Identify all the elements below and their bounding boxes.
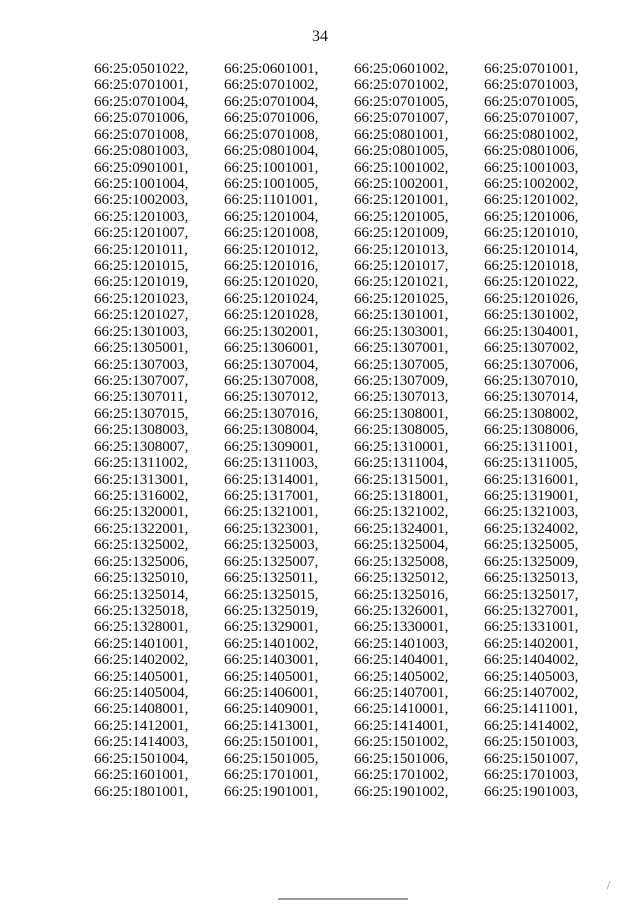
- cadastral-code: 66:25:0701007,: [484, 109, 579, 127]
- cadastral-code: 66:25:1321003,: [484, 503, 579, 521]
- cadastral-code: 66:25:1413001,: [224, 716, 319, 734]
- cadastral-code: 66:25:1315001,: [354, 470, 449, 488]
- cadastral-code: 66:25:1201008,: [224, 224, 319, 242]
- cadastral-code: 66:25:1201010,: [484, 224, 579, 242]
- cadastral-code: 66:25:1325007,: [224, 552, 319, 570]
- cadastral-code: 66:25:1319001,: [484, 486, 579, 504]
- cadastral-code: 66:25:1325005,: [484, 536, 579, 554]
- page-number: 34: [312, 28, 328, 45]
- cadastral-code: 66:25:1201026,: [484, 289, 579, 307]
- cadastral-code: 66:25:1414001,: [354, 716, 449, 734]
- cadastral-code: 66:25:1201021,: [354, 273, 449, 291]
- cadastral-code: 66:25:1001005,: [224, 174, 319, 192]
- cadastral-code: 66:25:1325004,: [354, 536, 449, 554]
- cadastral-code: 66:25:1307001,: [354, 339, 449, 357]
- cadastral-code: 66:25:1308007,: [94, 437, 189, 455]
- cadastral-code: 66:25:0701006,: [224, 109, 319, 127]
- cadastral-code: 66:25:1501005,: [224, 749, 319, 767]
- cadastral-code: 66:25:1307003,: [94, 355, 189, 373]
- cadastral-code: 66:25:1325003,: [224, 536, 319, 554]
- cadastral-code: 66:25:1307002,: [484, 339, 579, 357]
- cadastral-code: 66:25:1411001,: [484, 700, 578, 718]
- cadastral-code: 66:25:1323001,: [224, 519, 319, 537]
- cadastral-code: 66:25:0701001,: [94, 76, 189, 94]
- cadastral-code: 66:25:1311003,: [224, 454, 318, 472]
- cadastral-code: 66:25:1402002,: [94, 651, 189, 669]
- cadastral-code: 66:25:1402001,: [484, 634, 579, 652]
- cadastral-code: 66:25:1325002,: [94, 536, 189, 554]
- cadastral-code: 66:25:0701003,: [484, 76, 579, 94]
- cadastral-code: 66:25:1302001,: [224, 322, 319, 340]
- cadastral-code: 66:25:1404001,: [354, 651, 449, 669]
- cadastral-code: 66:25:1407001,: [354, 684, 449, 702]
- cadastral-code: 66:25:1701001,: [224, 766, 319, 784]
- cadastral-code: 66:25:1201001,: [354, 191, 449, 209]
- cadastral-code: 66:25:1405001,: [224, 667, 319, 685]
- cadastral-code: 66:25:1201024,: [224, 289, 319, 307]
- cadastral-code: 66:25:1307004,: [224, 355, 319, 373]
- cadastral-code: 66:25:1307013,: [354, 388, 449, 406]
- cadastral-code: 66:25:1309001,: [224, 437, 319, 455]
- cadastral-code: 66:25:1001001,: [224, 158, 319, 176]
- cadastral-code: 66:25:0501022,: [94, 60, 189, 77]
- cadastral-code: 66:25:1328001,: [94, 618, 189, 636]
- cadastral-code: 66:25:1501007,: [484, 749, 579, 767]
- cadastral-code: 66:25:1301003,: [94, 322, 189, 340]
- cadastral-code: 66:25:1307012,: [224, 388, 319, 406]
- cadastral-code: 66:25:1501006,: [354, 749, 449, 767]
- cadastral-code: 66:25:0601002,: [354, 60, 449, 77]
- cadastral-code: 66:25:1327001,: [484, 601, 579, 619]
- cadastral-code: 66:25:1201022,: [484, 273, 579, 291]
- cadastral-code: 66:25:1414003,: [94, 733, 189, 751]
- cadastral-code: 66:25:1307006,: [484, 355, 579, 373]
- cadastral-code: 66:25:1201009,: [354, 224, 449, 242]
- cadastral-code: 66:25:0701002,: [224, 76, 319, 94]
- cadastral-code: 66:25:0801002,: [484, 125, 579, 143]
- cadastral-code: 66:25:1331001,: [484, 618, 579, 636]
- cadastral-code: 66:25:1601001,: [94, 766, 189, 784]
- cadastral-code: 66:25:1201011,: [94, 240, 188, 258]
- cadastral-code: 66:25:1201020,: [224, 273, 319, 291]
- cadastral-code: 66:25:1201025,: [354, 289, 449, 307]
- cadastral-code: 66:25:1701003,: [484, 766, 579, 784]
- cadastral-code: 66:25:1201013,: [354, 240, 449, 258]
- cadastral-code: 66:25:1325015,: [224, 585, 319, 603]
- cadastral-code: 66:25:1313001,: [94, 470, 189, 488]
- cadastral-code: 66:25:0701001,: [484, 60, 579, 77]
- cadastral-code: 66:25:1406001,: [224, 684, 319, 702]
- cadastral-code: 66:25:1412001,: [94, 716, 189, 734]
- cadastral-code: 66:25:1311001,: [484, 437, 578, 455]
- cadastral-code: 66:25:1201007,: [94, 224, 189, 242]
- cadastral-code: 66:25:1201005,: [354, 207, 449, 225]
- cadastral-code: 66:25:1201003,: [94, 207, 189, 225]
- cadastral-code: 66:25:1305001,: [94, 339, 189, 357]
- cadastral-code: 66:25:1301001,: [354, 306, 449, 324]
- cadastral-code: 66:25:1307005,: [354, 355, 449, 373]
- cadastral-code: 66:25:1201027,: [94, 306, 189, 324]
- cadastral-code: 66:25:1308003,: [94, 421, 189, 439]
- cadastral-code: 66:25:1308005,: [354, 421, 449, 439]
- cadastral-code: 66:25:1901003,: [484, 782, 579, 800]
- cadastral-code: 66:25:1405003,: [484, 667, 579, 685]
- cadastral-code: 66:25:1307015,: [94, 404, 189, 422]
- cadastral-code: 66:25:1311005,: [484, 454, 578, 472]
- cadastral-code: 66:25:1307016,: [224, 404, 319, 422]
- cadastral-code: 66:25:1329001,: [224, 618, 319, 636]
- cadastral-code: 66:25:1325006,: [94, 552, 189, 570]
- cadastral-code: 66:25:1401001,: [94, 634, 189, 652]
- cadastral-code: 66:25:1401003,: [354, 634, 449, 652]
- cadastral-code: 66:25:1326001,: [354, 601, 449, 619]
- cadastral-code: 66:25:1201006,: [484, 207, 579, 225]
- cadastral-code: 66:25:1304001,: [484, 322, 579, 340]
- cadastral-code: 66:25:0801005,: [354, 142, 449, 160]
- cadastral-code: 66:25:0701005,: [484, 92, 579, 110]
- cadastral-code: 66:25:1201016,: [224, 257, 319, 275]
- cadastral-code: 66:25:1307011,: [94, 388, 188, 406]
- cadastral-code: 66:25:1001002,: [354, 158, 449, 176]
- cadastral-code: 66:25:1325016,: [354, 585, 449, 603]
- cadastral-code-list: [94, 61, 614, 800]
- cadastral-code: 66:25:1306001,: [224, 339, 319, 357]
- cadastral-code: 66:25:0801001,: [354, 125, 449, 143]
- cadastral-code: 66:25:1410001,: [354, 700, 449, 718]
- cadastral-code: 66:25:1501003,: [484, 733, 579, 751]
- cadastral-code: 66:25:1324002,: [484, 519, 579, 537]
- cadastral-code: 66:25:1901002,: [354, 782, 449, 800]
- cadastral-code: 66:25:1307007,: [94, 372, 189, 390]
- cadastral-code: 66:25:1325011,: [224, 569, 318, 587]
- cadastral-code: 66:25:0701005,: [354, 92, 449, 110]
- cadastral-code: 66:25:1201014,: [484, 240, 579, 258]
- cadastral-code: 66:25:1501001,: [224, 733, 319, 751]
- cadastral-code: 66:25:1401002,: [224, 634, 319, 652]
- cadastral-code: 66:25:1101001,: [224, 191, 318, 209]
- scan-edge-line: [278, 898, 408, 900]
- cadastral-code: 66:25:1308002,: [484, 404, 579, 422]
- cadastral-code: 66:25:0701008,: [224, 125, 319, 143]
- cadastral-code: 66:25:0901001,: [94, 158, 189, 176]
- cadastral-code: 66:25:1308004,: [224, 421, 319, 439]
- cadastral-code: 66:25:1308006,: [484, 421, 579, 439]
- cadastral-code: 66:25:1901001,: [224, 782, 319, 800]
- cadastral-code: 66:25:1325009,: [484, 552, 579, 570]
- cadastral-code: 66:25:1201002,: [484, 191, 579, 209]
- cadastral-code: 66:25:1301002,: [484, 306, 579, 324]
- cadastral-code: 66:25:1325014,: [94, 585, 189, 603]
- cadastral-code: 66:25:1325017,: [484, 585, 579, 603]
- cadastral-code: 66:25:1310001,: [354, 437, 449, 455]
- cadastral-code: 66:25:1001003,: [484, 158, 579, 176]
- cadastral-code: 66:25:0701004,: [224, 92, 319, 110]
- cadastral-code: 66:25:0801004,: [224, 142, 319, 160]
- cadastral-code: 66:25:0701007,: [354, 109, 449, 127]
- cadastral-code: 66:25:1325012,: [354, 569, 449, 587]
- cadastral-code: 66:25:1311004,: [354, 454, 448, 472]
- cadastral-code: 66:25:1307008,: [224, 372, 319, 390]
- cadastral-code: 66:25:1701002,: [354, 766, 449, 784]
- cadastral-code: 66:25:0801006,: [484, 142, 579, 160]
- cadastral-code: 66:25:1414002,: [484, 716, 579, 734]
- cadastral-code: 66:25:0701004,: [94, 92, 189, 110]
- cadastral-code: 66:25:1303001,: [354, 322, 449, 340]
- cadastral-code: 66:25:1001004,: [94, 174, 189, 192]
- cadastral-code: 66:25:1330001,: [354, 618, 449, 636]
- cadastral-code: 66:25:1316002,: [94, 486, 189, 504]
- cadastral-code: 66:25:1404002,: [484, 651, 579, 669]
- cadastral-code: 66:25:1405004,: [94, 684, 189, 702]
- cadastral-code: 66:25:1403001,: [224, 651, 319, 669]
- cadastral-code: 66:25:1201015,: [94, 257, 189, 275]
- cadastral-code: 66:25:1307009,: [354, 372, 449, 390]
- cadastral-code: 66:25:1320001,: [94, 503, 189, 521]
- cadastral-code: 66:25:1407002,: [484, 684, 579, 702]
- cadastral-code: 66:25:1324001,: [354, 519, 449, 537]
- cadastral-code: 66:25:1318001,: [354, 486, 449, 504]
- cadastral-code: 66:25:1325013,: [484, 569, 579, 587]
- cadastral-code: 66:25:1307014,: [484, 388, 579, 406]
- cadastral-code: 66:25:1201023,: [94, 289, 189, 307]
- cadastral-code: 66:25:1405002,: [354, 667, 449, 685]
- cadastral-code: 66:25:1201004,: [224, 207, 319, 225]
- cadastral-code: 66:25:1311002,: [94, 454, 188, 472]
- cadastral-code: 66:25:0701008,: [94, 125, 189, 143]
- cadastral-code: 66:25:1408001,: [94, 700, 189, 718]
- cadastral-code: 66:25:1801001,: [94, 782, 189, 800]
- cadastral-code: 66:25:1201019,: [94, 273, 189, 291]
- cadastral-code: 66:25:1201028,: [224, 306, 319, 324]
- cadastral-code: 66:25:0701002,: [354, 76, 449, 94]
- cadastral-code: 66:25:1322001,: [94, 519, 189, 537]
- cadastral-code: 66:25:1321001,: [224, 503, 319, 521]
- cadastral-code: 66:25:0601001,: [224, 60, 319, 77]
- cadastral-code: 66:25:1002001,: [354, 174, 449, 192]
- cadastral-code: 66:25:1325019,: [224, 601, 319, 619]
- cadastral-code: 66:25:1409001,: [224, 700, 319, 718]
- cadastral-code: 66:25:0801003,: [94, 142, 189, 160]
- cadastral-code: 66:25:1314001,: [224, 470, 319, 488]
- cadastral-code: 66:25:1308001,: [354, 404, 449, 422]
- scan-speck: [607, 881, 613, 890]
- cadastral-code: 66:25:1501002,: [354, 733, 449, 751]
- cadastral-code: 66:25:0701006,: [94, 109, 189, 127]
- cadastral-code: 66:25:1316001,: [484, 470, 579, 488]
- cadastral-code: 66:25:1325010,: [94, 569, 189, 587]
- cadastral-code: 66:25:1201012,: [224, 240, 319, 258]
- cadastral-code: 66:25:1002002,: [484, 174, 579, 192]
- cadastral-code: 66:25:1201018,: [484, 257, 579, 275]
- cadastral-code: 66:25:1325008,: [354, 552, 449, 570]
- cadastral-code: 66:25:1321002,: [354, 503, 449, 521]
- cadastral-code: 66:25:1325018,: [94, 601, 189, 619]
- cadastral-code: 66:25:1501004,: [94, 749, 189, 767]
- cadastral-code: 66:25:1201017,: [354, 257, 449, 275]
- cadastral-code: 66:25:1405001,: [94, 667, 189, 685]
- cadastral-code: 66:25:1317001,: [224, 486, 319, 504]
- cadastral-code: 66:25:1002003,: [94, 191, 189, 209]
- cadastral-code: 66:25:1307010,: [484, 372, 579, 390]
